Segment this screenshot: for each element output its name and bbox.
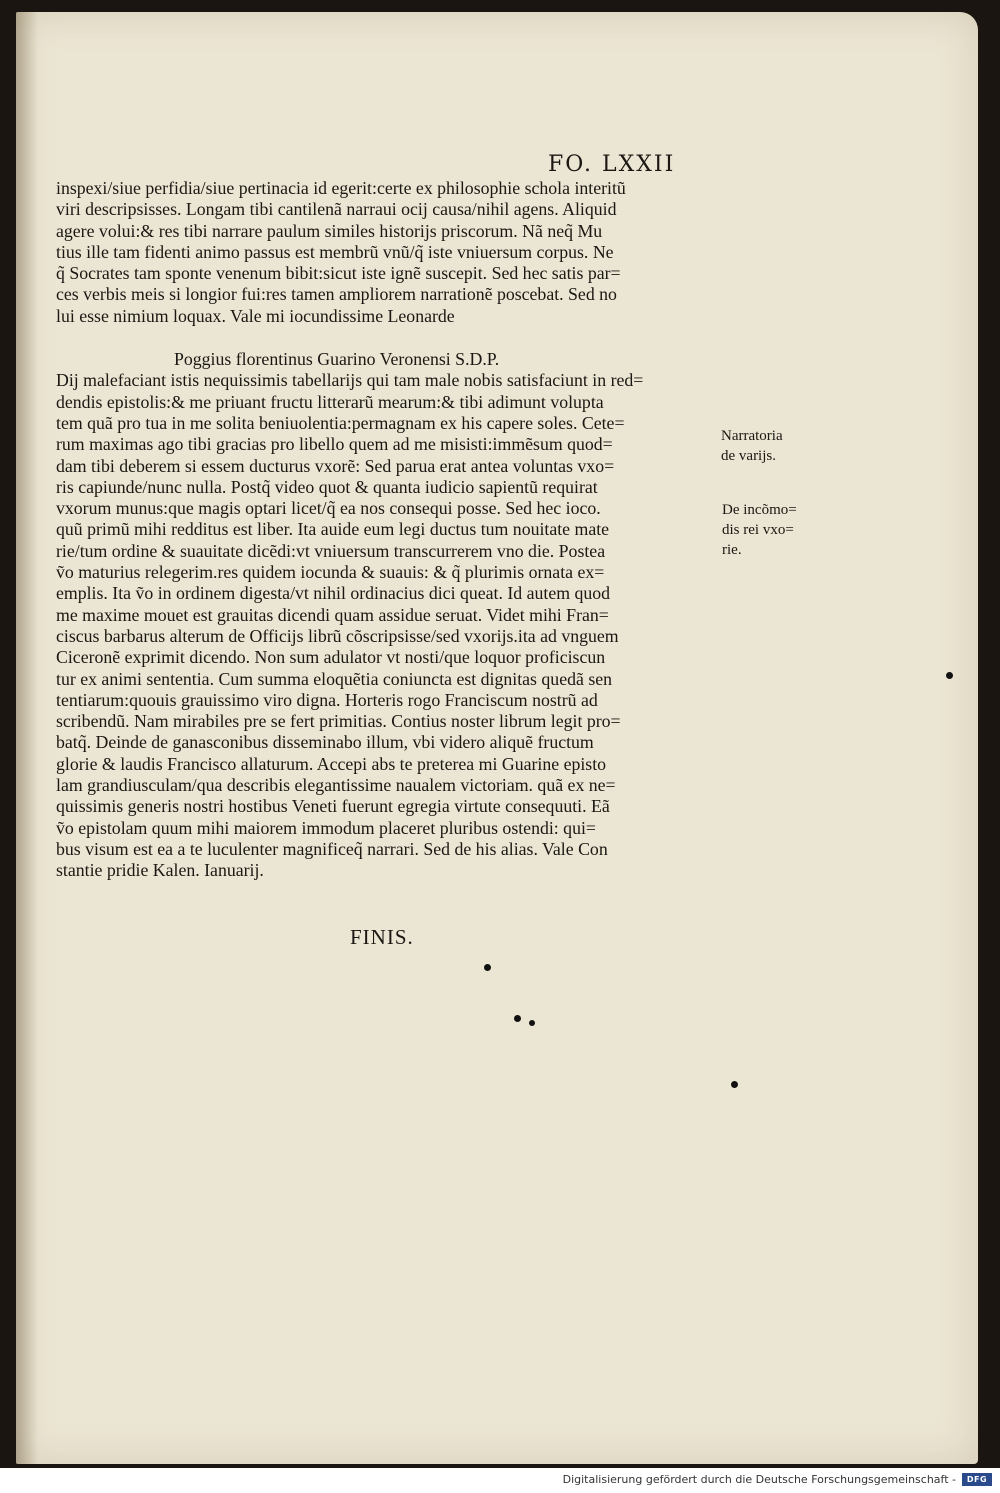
letter-line: me maxime mouet est grauitas dicendi quam assidue seruat. Videt mihi Fran= <box>56 604 609 625</box>
ink-spot <box>484 964 491 971</box>
marginal-note-line: de varijs. <box>721 448 776 464</box>
letter-line: rum maximas ago tibi gracias pro libello quem ad me misisti:immẽsum quod= <box>56 434 613 455</box>
letter-line: ris capiunde/nunc nulla. Postq̃ video quot & quanta iudicio sapientũ requirat <box>56 476 598 497</box>
marginal-note-line: dis rei vxo= <box>722 522 794 538</box>
letter-line: dendis epistolis:& me priuant fructu litterarũ mearum:& tibi adimunt volupta <box>56 391 604 412</box>
letter-heading: Poggius florentinus Guarino Veronensi S.D.P. <box>174 349 500 370</box>
body-text <box>56 178 736 882</box>
letter-line: rie/tum ordine & suauitate dicẽdi:vt vniuersum transcurrerem vno die. Postea <box>56 540 606 561</box>
letter-line: batq̃. Deinde de ganasconibus disseminabo illum, vbi videro aliquẽ fructum <box>56 732 594 753</box>
marginal-note-line: Narratoria <box>721 428 783 444</box>
letter-line: bus visum est ea a te luculenter magnificeq̃ narrari. Sed de his alias. Vale Con <box>56 838 608 859</box>
ink-spot <box>946 672 953 679</box>
letter-line: ciscus barbarus alterum de Officijs librũ cõscripsisse/sed vxorijs.ita ad vnguem <box>56 625 619 646</box>
ink-spot <box>529 1020 535 1026</box>
book-page <box>16 12 978 1464</box>
letter-line: dam tibi deberem si essem ducturus vxorẽ: Sed parua erat antea voluntas vxo= <box>56 455 615 476</box>
folio-number: FO. LXXII <box>548 152 676 177</box>
letter-line: scribendũ. Nam mirabiles pre se fert primitias. Contius noster librum legit pro= <box>56 711 621 732</box>
text-line: agere volui:& res tibi narrare paulum similes historijs priscorum. Nã neq̃ Mu <box>56 220 603 241</box>
funding-credit: Digitalisierung gefördert durch die Deutsche Forschungsgemeinschaft - <box>562 1473 956 1486</box>
gutter-shadow <box>16 12 38 1464</box>
marginal-note-line: De incõmo= <box>722 502 797 518</box>
ink-spot <box>514 1015 521 1022</box>
text-line: tius ille tam fidenti animo passus est membrũ vnũ/q̃ iste vniuersum corpus. Ne <box>56 241 614 262</box>
letter-line: lam grandiusculam/qua describis elegantissime naualem victoriam. quã ex ne= <box>56 775 616 796</box>
text-line: inspexi/siue perfidia/siue pertinacia id egerit:certe ex philosophie schola interitũ <box>56 178 626 198</box>
letter-line: tentiarum:quouis grauissimo viro digna. Horteris rogo Franciscum nostrũ ad <box>56 689 598 710</box>
letter-line: tur ex animi sententia. Cum summa eloquẽtia coniuncta est dignitas quedã sen <box>56 668 613 689</box>
letter-line: stantie pridie Kalen. Ianuarij. <box>56 860 264 881</box>
letter-line: tem quã pro tua in me solita beniuolentia:permagnam ex his capere soles. Cete= <box>56 412 625 433</box>
letter-line: vxorum munus:que magis optari licet/q̃ ea nos consequi posse. Sed hec ioco. <box>56 498 601 519</box>
letter-line: Dij malefaciant istis nequissimis tabellarijs qui tam male nobis satisfaciunt in red= <box>56 370 644 391</box>
finis-mark: FINIS. <box>350 925 414 949</box>
letter-line: ṽo epistolam quum mihi maiorem immodum placeret pluribus ostendi: qui= <box>56 817 596 838</box>
letter-line: quissimis generis nostri hostibus Veneti fuerunt egregia virtute consequuti. Eã <box>56 796 610 817</box>
dfg-logo: DFG <box>962 1473 992 1486</box>
text-line: ces verbis meis si longior fui:res tamen ampliorem narrationẽ poscebat. Sed no <box>56 284 617 305</box>
letter-line: ṽo maturius relegerim.res quidem iocunda & suauis: & q̃ plurimis ornata ex= <box>56 562 605 583</box>
letter-line: glorie & laudis Francisco allaturum. Accepi abs te preterea mi Guarine episto <box>56 753 607 774</box>
marginal-note-narratoria <box>721 426 783 466</box>
text-line: q̃ Socrates tam sponte venenum bibit:sicut iste ignẽ suscepit. Sed hec satis par= <box>56 263 621 284</box>
marginal-note-de-incommodis <box>722 500 797 560</box>
ink-spot <box>731 1081 738 1088</box>
letter-line: quũ primũ mihi redditus est liber. Ita auide eum legi ductus tum nouitate mate <box>56 519 610 540</box>
footer-bar <box>0 1468 1000 1493</box>
letter-line: Ciceronẽ exprimit dicendo. Non sum adulator vt nosti/que loquor proficiscun <box>56 647 606 668</box>
letter-line: emplis. Ita ṽo in ordinem digesta/vt nihil ordinacius dici queat. Id autem quod <box>56 583 611 604</box>
marginal-note-line: rie. <box>722 542 742 558</box>
text-line: viri descripsisses. Longam tibi cantilenã narraui ocij causa/nihil agens. Aliquid <box>56 199 617 220</box>
text-line: lui esse nimium loquax. Vale mi iocundissime Leonarde <box>56 305 455 326</box>
